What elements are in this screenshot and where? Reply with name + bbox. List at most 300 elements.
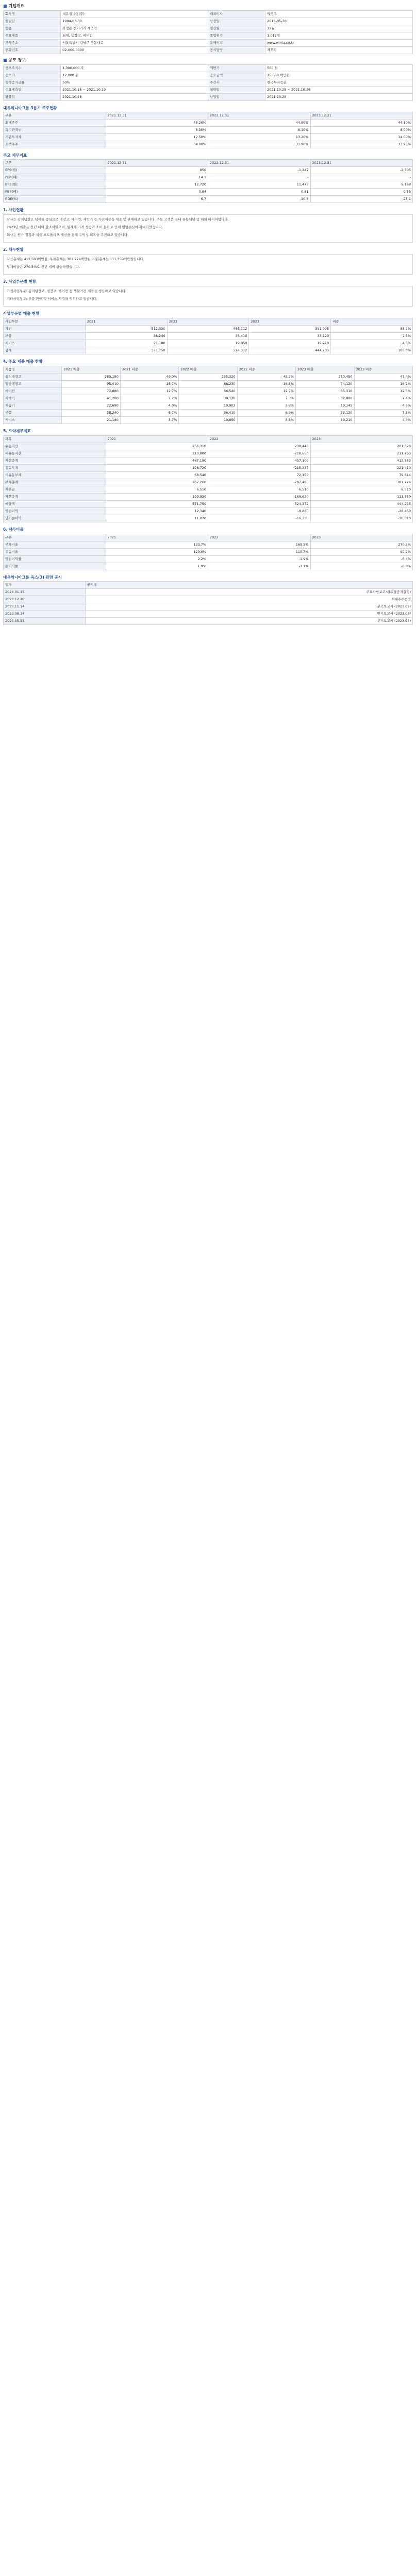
offering-value: 500 원 [265, 65, 413, 72]
footer-row-label: 2024.01.15 [4, 589, 86, 596]
ownership-cell: 34.00% [106, 141, 208, 148]
product-cell: 48.7% [237, 374, 295, 381]
summary-label: 공시담당 [208, 47, 265, 54]
ownership-cell: 44.10% [310, 120, 413, 127]
balance-row [4, 472, 413, 479]
product-row-label: 김치냉장고 [4, 374, 62, 381]
offering-value: 한국투자증권 [265, 79, 413, 87]
balance-row-label: 부채총계 [4, 479, 106, 486]
balance-cell: 221,410 [310, 465, 413, 472]
financials-cell: -25.1 [310, 196, 413, 203]
segment-cell: 19,210 [249, 340, 331, 347]
ratio-row-label: 순이익률 [4, 563, 106, 570]
ownership-cell: 13.20% [208, 134, 311, 141]
offering-title: ■ 공모 정보 [3, 57, 413, 63]
financials-cell: 0.55 [310, 189, 413, 196]
ratio-cell: 90.9% [310, 549, 413, 556]
financials-row [4, 189, 413, 196]
ownership-column-header: 2021.12.31 [106, 112, 208, 120]
product-cell: 7.2% [120, 395, 178, 402]
balance-cell: 210,880 [106, 450, 208, 457]
financials-row [4, 167, 413, 174]
ratio-cell: -1.9% [208, 556, 311, 563]
product-cell: 49.0% [120, 374, 178, 381]
summary-value: 02-000-0000 [61, 47, 208, 54]
section-paragraph: 부채비율은 270.5%로 전년 대비 상승하였습니다. [7, 265, 80, 269]
ownership-title: 대유위니아그룹 3분기 주주현황 [3, 106, 57, 110]
offering-row [4, 87, 413, 94]
footer-row [4, 603, 413, 611]
section-heading: 1. 사업현황 [3, 208, 24, 212]
offering-label: 주간사 [208, 79, 265, 87]
segment-cell: 7.5% [331, 333, 413, 340]
balance-cell: 467,190 [106, 457, 208, 465]
financials-row-label: BPS(원) [4, 181, 106, 189]
product-cell: 12.5% [354, 388, 412, 395]
balance-cell: 218,660 [208, 450, 311, 457]
footer-header-row [4, 582, 413, 589]
ratio-column-header: 구분 [4, 534, 106, 541]
footer-cell: 주요사항보고서(유상증자결정) [85, 589, 412, 596]
balance-cell: 6,510 [106, 486, 208, 494]
product-cell: 16.7% [354, 381, 412, 388]
product-row [4, 417, 413, 424]
financials-cell: -1,247 [208, 167, 311, 174]
balance-cell: 211,263 [310, 450, 413, 457]
product-row [4, 395, 413, 402]
product-cell: 66,540 [179, 388, 237, 395]
balance-cell: -30,010 [310, 515, 413, 522]
offering-label: 납입일 [208, 94, 265, 101]
section-paragraph: 기타사업부문: 부품 판매 및 서비스 사업을 영위하고 있습니다. [7, 297, 97, 301]
balance-cell: 238,440 [208, 443, 311, 450]
product-cell: 12.7% [237, 388, 295, 395]
summary-label: 본사주소 [4, 40, 61, 47]
product-row-label: 일반냉장고 [4, 381, 62, 388]
footer-row [4, 596, 413, 603]
summary-label: 회사명 [4, 11, 61, 18]
ratio-cell: 2.2% [106, 556, 208, 563]
financials-row-label: ROE(%) [4, 196, 106, 203]
footer-row-label: 2023.11.14 [4, 603, 86, 611]
product-cell: 19,145 [296, 402, 354, 410]
ratio-row [4, 541, 413, 549]
product-cell: 16.7% [120, 381, 178, 388]
summary-label: 홈페이지 [208, 40, 265, 47]
product-cell: 38,120 [179, 395, 237, 402]
ratio-row [4, 556, 413, 563]
product-cell: 32,880 [296, 395, 354, 402]
segment-cell: 88.2% [331, 326, 413, 333]
balance-cell: -28,450 [310, 508, 413, 515]
footer-row-label: 2023.08.14 [4, 611, 86, 618]
financials-table [3, 159, 413, 203]
segment-title: 사업부문별 매출 현황 [3, 311, 40, 316]
balance-cell: 198,720 [106, 465, 208, 472]
ownership-column-header: 구분 [4, 112, 106, 120]
footer-cell: 최대주주변경 [85, 596, 412, 603]
ownership-cell: 14.00% [310, 134, 413, 141]
ownership-cell: 8.10% [208, 127, 311, 134]
offering-value: 12,000 원 [61, 72, 208, 79]
product-cell: 95,410 [62, 381, 120, 388]
ratio-row [4, 563, 413, 570]
product-cell: 21,180 [62, 417, 120, 424]
segment-cell: 391,905 [249, 326, 331, 333]
footer-title: 대유위니아그룹 옥스(3) 관련 공시 [3, 575, 62, 580]
summary-value: 1,012명 [265, 32, 413, 40]
product-cell: 19,850 [179, 417, 237, 424]
balance-row [4, 450, 413, 457]
balance-column-header: 2021 [106, 436, 208, 443]
summary-value: www.winia.co.kr [265, 40, 413, 47]
summary-value: 12월 [265, 25, 413, 32]
ownership-column-header: 2023.12.31 [310, 112, 413, 120]
summary-value: 1994-03-30 [61, 18, 208, 25]
summary-value: 박영우 [265, 11, 413, 18]
segment-cell: 33,120 [249, 333, 331, 340]
ownership-cell: 8.00% [310, 127, 413, 134]
segment-row [4, 326, 413, 333]
footer-row [4, 611, 413, 618]
segment-row [4, 347, 413, 354]
product-cell: 74,120 [296, 381, 354, 388]
balance-row [4, 486, 413, 494]
financials-header-row [4, 160, 413, 167]
product-cell: 47.4% [354, 374, 412, 381]
footer-cell: 분기보고서 (2023.09) [85, 603, 412, 611]
section-paragraph: 당사는 김치냉장고 딤채를 중심으로 냉장고, 에어컨, 세탁기 등 가전제품을 제조 및 판매하고 있습니다. 주요 고객은 국내 유통채널 및 해외 바이어입니다. [7, 217, 229, 222]
section-paragraph: 자산총계는 412,583백만원, 부채총계는 301,224백만원, 자본총계는 111,359백만원입니다. [7, 257, 144, 261]
offering-label: 공모주식수 [4, 65, 61, 72]
ownership-cell: 33.90% [310, 141, 413, 148]
balance-row-label: 영업이익 [4, 508, 106, 515]
summary-row [4, 18, 413, 25]
footer-column-header: 공시명 [85, 582, 412, 589]
segment-row-label: 가전 [4, 326, 86, 333]
balance-cell: 169,620 [208, 494, 311, 501]
segment-row-label: 서비스 [4, 340, 86, 347]
summary-label: 전화번호 [4, 47, 61, 54]
ownership-row-label: 기관투자자 [4, 134, 106, 141]
product-column-header: 2023 비중 [354, 366, 412, 374]
ratio-cell: -3.1% [208, 563, 311, 570]
balance-cell: 256,310 [106, 443, 208, 450]
summary-value: 재무팀 [265, 47, 413, 54]
balance-cell: 72,150 [208, 472, 311, 479]
summary-row [4, 32, 413, 40]
product-row [4, 381, 413, 388]
balance-cell: 6,510 [208, 486, 311, 494]
ownership-column-header: 2022.12.31 [208, 112, 311, 120]
balance-row [4, 443, 413, 450]
ratio-row-label: 유동비율 [4, 549, 106, 556]
footer-cell: 반기보고서 (2023.06) [85, 611, 412, 618]
segment-table [3, 318, 413, 354]
balance-cell: 457,100 [208, 457, 311, 465]
ownership-row-label: 소액주주 [4, 141, 106, 148]
ratio-cell: 270.5% [310, 541, 413, 549]
balance-cell: 68,540 [106, 472, 208, 479]
product-cell: 38,240 [62, 410, 120, 417]
balance-cell: 571,750 [106, 501, 208, 508]
product-cell: 41,200 [62, 395, 120, 402]
summary-label: 대표이사 [208, 11, 265, 18]
financials-cell: - [208, 174, 311, 181]
balance-row [4, 501, 413, 508]
balance-cell: 444,235 [310, 501, 413, 508]
segment-cell: 100.0% [331, 347, 413, 354]
ratio-header-row [4, 534, 413, 541]
footer-column-header: 일자 [4, 582, 86, 589]
financials-cell: 6.7 [106, 196, 208, 203]
segment-row [4, 340, 413, 347]
balance-cell: -9,880 [208, 508, 311, 515]
product-cell: 210,450 [296, 374, 354, 381]
balance-cell: 199,930 [106, 494, 208, 501]
product-row-label: 세탁기 [4, 395, 62, 402]
ratio-row [4, 549, 413, 556]
offering-label: 환불일 [4, 94, 61, 101]
balance-cell: 287,480 [208, 479, 311, 486]
balance-cell: 524,372 [208, 501, 311, 508]
ratio-column-header: 2023 [310, 534, 413, 541]
balance-row [4, 457, 413, 465]
product-row [4, 410, 413, 417]
balance-cell: 201,320 [310, 443, 413, 450]
summary-title: ■ 기업개요 [3, 3, 413, 9]
segment-column-header: 2022 [167, 318, 249, 326]
report-page [3, 3, 413, 625]
financials-cell: - [310, 174, 413, 181]
ratio-cell: 1.9% [106, 563, 208, 570]
financials-row-label: EPS(원) [4, 167, 106, 174]
product-cell: 6.7% [120, 410, 178, 417]
ownership-header-row [4, 112, 413, 120]
financials-row-label: PBR(배) [4, 189, 106, 196]
balance-row-label: 자본총계 [4, 494, 106, 501]
financials-column-header: 2021.12.31 [106, 160, 208, 167]
product-cell: 22,690 [62, 402, 120, 410]
offering-row [4, 72, 413, 79]
product-column-header: 2023 매출 [296, 366, 354, 374]
segment-row-label: 합계 [4, 347, 86, 354]
financials-column-header: 2023.12.31 [310, 160, 413, 167]
offering-value: 50% [61, 79, 208, 87]
offering-label: 수요예측일 [4, 87, 61, 94]
ratio-column-header: 2022 [208, 534, 311, 541]
offering-row [4, 79, 413, 87]
balance-row-label: 비유동자산 [4, 450, 106, 457]
product-cell: 4.0% [120, 402, 178, 410]
balance-title: 5. 요약재무제표 [3, 429, 31, 433]
offering-value: 2021.10.25 ~ 2021.10.26 [265, 87, 413, 94]
segment-header-row [4, 318, 413, 326]
segment-column-header: 2021 [85, 318, 167, 326]
segment-cell: 21,180 [85, 340, 167, 347]
offering-label: 청약일 [208, 87, 265, 94]
financials-cell: 0.81 [208, 189, 311, 196]
product-cell: 33,120 [296, 410, 354, 417]
product-row-label: 제습기 [4, 402, 62, 410]
financials-row-label: PER(배) [4, 174, 106, 181]
disclosure-table [3, 581, 413, 625]
offering-value: 2021.10.18 ~ 2021.10.19 [61, 87, 208, 94]
offering-value: 15,600 백만원 [265, 72, 413, 79]
balance-cell: 79,814 [310, 472, 413, 479]
product-cell: 55,310 [296, 388, 354, 395]
product-cell: 280,150 [62, 374, 120, 381]
section-paragraph: 2023년 매출은 전년 대비 감소하였으며, 원자재 가격 상승과 소비 둔화로 인해 영업손실이 확대되었습니다. [7, 225, 163, 229]
balance-row-label: 비유동부채 [4, 472, 106, 479]
balance-cell: -16,230 [208, 515, 311, 522]
balance-column-header: 2023 [310, 436, 413, 443]
summary-label: 상장일 [208, 18, 265, 25]
ratio-cell: -6.4% [310, 556, 413, 563]
ratio-row-label: 부채비율 [4, 541, 106, 549]
summary-row [4, 11, 413, 18]
balance-row-label: 자산총계 [4, 457, 106, 465]
segment-cell: 444,235 [249, 347, 331, 354]
product-cell: 4.3% [354, 417, 412, 424]
summary-row [4, 47, 413, 54]
offering-value: 2021.10.28 [265, 94, 413, 101]
balance-row [4, 508, 413, 515]
product-row [4, 374, 413, 381]
summary-value: 대유위니아(주) [61, 11, 208, 18]
product-cell: 19,210 [296, 417, 354, 424]
financials-cell: 9,168 [310, 181, 413, 189]
segment-row [4, 333, 413, 340]
footer-row-label: 2023.12.20 [4, 596, 86, 603]
offering-value: 2021.10.28 [61, 94, 208, 101]
offering-table [3, 64, 413, 101]
financials-row [4, 181, 413, 189]
balance-row-label: 유동부채 [4, 465, 106, 472]
product-cell: 3.8% [237, 402, 295, 410]
financials-column-header: 2022.12.31 [208, 160, 311, 167]
segment-cell: 38,240 [85, 333, 167, 340]
ownership-cell: 8.30% [106, 127, 208, 134]
ownership-row [4, 120, 413, 127]
product-cell: 4.3% [354, 402, 412, 410]
offering-label: 액면가 [208, 65, 265, 72]
balance-row [4, 494, 413, 501]
balance-table [3, 435, 413, 522]
balance-cell: 215,330 [208, 465, 311, 472]
financials-cell: 0.94 [106, 189, 208, 196]
section-heading: 3. 사업부문별 현황 [3, 279, 37, 284]
footer-row [4, 618, 413, 625]
product-header-row [4, 366, 413, 374]
balance-cell: 267,260 [106, 479, 208, 486]
financials-cell: -2,305 [310, 167, 413, 174]
offering-value: 1,300,000 주 [61, 65, 208, 72]
balance-row-label: 당기순이익 [4, 515, 106, 522]
ratio-cell: 110.7% [208, 549, 311, 556]
ratio-column-header: 2021 [106, 534, 208, 541]
summary-value: 2013-05-30 [265, 18, 413, 25]
financials-cell: -10.8 [208, 196, 311, 203]
product-cell: 12.7% [120, 388, 178, 395]
ratio-cell: -6.8% [310, 563, 413, 570]
footer-cell: 분기보고서 (2023.03) [85, 618, 412, 625]
summary-label: 설립일 [4, 18, 61, 25]
ratio-cell: 169.5% [208, 541, 311, 549]
balance-column-header: 2022 [208, 436, 311, 443]
ownership-row [4, 141, 413, 148]
product-cell: 19,902 [179, 402, 237, 410]
ownership-row-label: 최대주주 [4, 120, 106, 127]
summary-label: 업종 [4, 25, 61, 32]
product-title: 4. 주요 제품 매출 현황 [3, 359, 43, 364]
ratio-title: 6. 재무비율 [3, 527, 24, 532]
ratio-row-label: 영업이익률 [4, 556, 106, 563]
ownership-row [4, 134, 413, 141]
segment-cell: 19,850 [167, 340, 249, 347]
product-cell: 16.8% [237, 381, 295, 388]
product-row-label: 에어컨 [4, 388, 62, 395]
product-column-header: 2021 매출 [62, 366, 120, 374]
product-cell: 6.9% [237, 410, 295, 417]
segment-cell: 36,410 [167, 333, 249, 340]
section-paragraph: 회사는 원가 절감과 제품 포트폴리오 개선을 통해 수익성 회복을 추진하고 있습니다. [7, 233, 129, 237]
summary-table [3, 10, 413, 54]
ownership-cell: 33.90% [208, 141, 311, 148]
financials-row [4, 174, 413, 181]
summary-value: 가정용 전기기기 제조업 [61, 25, 208, 32]
balance-row-label: 자본금 [4, 486, 106, 494]
balance-cell: 6,510 [310, 486, 413, 494]
segment-cell: 512,330 [85, 326, 167, 333]
product-table [3, 366, 413, 424]
financials-cell: 14.1 [106, 174, 208, 181]
summary-label: 주요제품 [4, 32, 61, 40]
footer-row [4, 589, 413, 596]
product-cell: 88,230 [179, 381, 237, 388]
segment-cell: 468,112 [167, 326, 249, 333]
balance-cell: 412,583 [310, 457, 413, 465]
summary-value: 딤채, 냉장고, 에어컨 [61, 32, 208, 40]
ownership-cell: 45.20% [106, 120, 208, 127]
balance-row-label: 유동자산 [4, 443, 106, 450]
product-cell: 72,880 [62, 388, 120, 395]
product-row [4, 388, 413, 395]
balance-cell: 111,359 [310, 494, 413, 501]
summary-value: 서울특별시 강남구 영동대로 [61, 40, 208, 47]
section-heading: 2. 재무현황 [3, 247, 24, 252]
product-row-label: 부품 [4, 410, 62, 417]
segment-column-header: 사업부문 [4, 318, 86, 326]
balance-row [4, 465, 413, 472]
balance-header-row [4, 436, 413, 443]
product-row [4, 402, 413, 410]
product-cell: 7.3% [237, 395, 295, 402]
offering-label: 공모금액 [208, 72, 265, 79]
section-text-box [3, 286, 413, 307]
segment-cell: 524,372 [167, 347, 249, 354]
ratio-table [3, 534, 413, 570]
balance-column-header: 과목 [4, 436, 106, 443]
ownership-cell: 44.80% [208, 120, 311, 127]
product-cell: 3.7% [120, 417, 178, 424]
product-cell: 7.4% [354, 395, 412, 402]
footer-row-label: 2023.05.15 [4, 618, 86, 625]
financials-title: 주요 재무지표 [3, 153, 27, 158]
product-column-header: 2022 매출 [179, 366, 237, 374]
product-cell: 36,410 [179, 410, 237, 417]
segment-column-header: 2023 [249, 318, 331, 326]
